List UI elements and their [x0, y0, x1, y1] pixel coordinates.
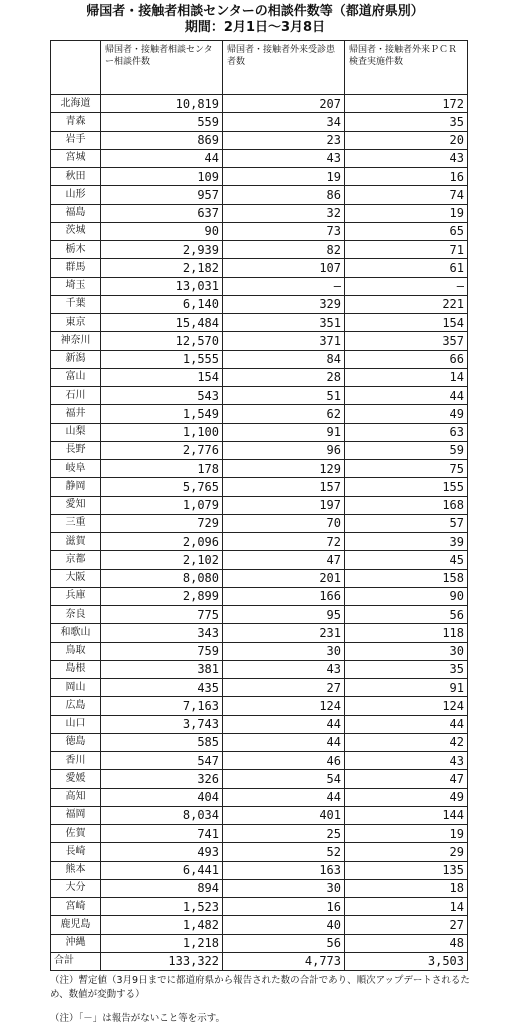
table-row: [51, 697, 468, 715]
outpatients-cell: 401: [223, 806, 345, 824]
pcr-tests-cell: 48: [345, 934, 468, 952]
pcr-tests-cell: ―: [345, 277, 468, 295]
consultations-cell: 2,182: [101, 259, 223, 277]
prefecture-cell: 奈良: [51, 606, 101, 624]
prefecture-cell: 鹿児島: [51, 916, 101, 934]
table-row: [51, 752, 468, 770]
table-row: [51, 460, 468, 478]
pcr-tests-cell: 18: [345, 879, 468, 897]
prefecture-cell: 広島: [51, 697, 101, 715]
prefecture-cell: 宮城: [51, 149, 101, 167]
table-row: [51, 478, 468, 496]
table-row: [51, 277, 468, 295]
outpatients-cell: 34: [223, 113, 345, 131]
consultations-cell: 7,163: [101, 697, 223, 715]
table-row: [51, 934, 468, 952]
outpatients-cell: 44: [223, 733, 345, 751]
prefecture-cell: 兵庫: [51, 587, 101, 605]
header-pcr-tests: 帰国者・接触者外来ＰＣＲ検査実施件数: [345, 41, 468, 95]
prefecture-cell: 京都: [51, 551, 101, 569]
outpatients-cell: 82: [223, 241, 345, 259]
table-row: [51, 660, 468, 678]
consultations-cell: 1,079: [101, 496, 223, 514]
table-row: [51, 131, 468, 149]
consultations-cell: 1,100: [101, 423, 223, 441]
consultations-cell: 2,776: [101, 441, 223, 459]
consultations-cell: 381: [101, 660, 223, 678]
table-row: [51, 624, 468, 642]
pcr-tests-cell: 357: [345, 332, 468, 350]
pcr-tests-cell: 35: [345, 113, 468, 131]
consultations-cell: 15,484: [101, 314, 223, 332]
pcr-tests-cell: 71: [345, 241, 468, 259]
outpatients-cell: 107: [223, 259, 345, 277]
prefecture-cell: 高知: [51, 788, 101, 806]
outpatients-cell: 129: [223, 460, 345, 478]
outpatients-cell: 207: [223, 95, 345, 113]
document-title: 帰国者・接触者相談センターの相談件数等（都道府県別）: [86, 4, 424, 19]
outpatients-cell: 28: [223, 368, 345, 386]
consultations-cell: 435: [101, 679, 223, 697]
consultations-cell: 12,570: [101, 332, 223, 350]
notes: [50, 974, 470, 1026]
consultations-cell: 8,034: [101, 806, 223, 824]
pcr-tests-cell: 144: [345, 806, 468, 824]
consultations-cell: 343: [101, 624, 223, 642]
outpatients-cell: 91: [223, 423, 345, 441]
consultation-table: [50, 40, 468, 971]
pcr-tests-cell: 61: [345, 259, 468, 277]
consultations-cell: 90: [101, 222, 223, 240]
consultations-cell: 559: [101, 113, 223, 131]
prefecture-cell: 岩手: [51, 131, 101, 149]
total-row: [51, 952, 468, 970]
table-row: [51, 259, 468, 277]
outpatients-cell: ―: [223, 277, 345, 295]
consultations-cell: 759: [101, 642, 223, 660]
pcr-tests-cell: 27: [345, 916, 468, 934]
prefecture-cell: 福井: [51, 405, 101, 423]
pcr-tests-cell: 158: [345, 569, 468, 587]
prefecture-cell: 大分: [51, 879, 101, 897]
pcr-tests-cell: 75: [345, 460, 468, 478]
table-row: [51, 368, 468, 386]
consultations-cell: 5,765: [101, 478, 223, 496]
consultations-cell: 729: [101, 514, 223, 532]
consultations-cell: 775: [101, 606, 223, 624]
outpatients-cell: 54: [223, 770, 345, 788]
consultations-cell: 404: [101, 788, 223, 806]
outpatients-cell: 124: [223, 697, 345, 715]
table-row: [51, 715, 468, 733]
prefecture-cell: 鳥取: [51, 642, 101, 660]
prefecture-cell: 長崎: [51, 843, 101, 861]
outpatients-cell: 30: [223, 642, 345, 660]
consultations-cell: 1,549: [101, 405, 223, 423]
table-row: [51, 496, 468, 514]
consultations-cell: 547: [101, 752, 223, 770]
outpatients-cell: 43: [223, 149, 345, 167]
consultations-cell: 1,482: [101, 916, 223, 934]
pcr-tests-cell: 29: [345, 843, 468, 861]
outpatients-cell: 329: [223, 295, 345, 313]
outpatients-cell: 84: [223, 350, 345, 368]
pcr-tests-cell: 135: [345, 861, 468, 879]
header-prefecture: [51, 41, 101, 95]
table-row: [51, 113, 468, 131]
pcr-tests-cell: 65: [345, 222, 468, 240]
note-dash: （注）「－」は報告がないこと等を示す。: [50, 1013, 225, 1024]
table-body: [51, 95, 468, 953]
pcr-tests-cell: 49: [345, 405, 468, 423]
total-consultations: 133,322: [101, 952, 223, 970]
table-row: [51, 186, 468, 204]
pcr-tests-cell: 43: [345, 149, 468, 167]
consultations-cell: 326: [101, 770, 223, 788]
consultations-cell: 3,743: [101, 715, 223, 733]
consultations-cell: 493: [101, 843, 223, 861]
outpatients-cell: 27: [223, 679, 345, 697]
note-provisional: （注）暫定値（3月9日までに都道府県から報告された数の合計であり、順次アップデートされるため、数値が変動する）: [50, 975, 470, 1000]
consultations-cell: 957: [101, 186, 223, 204]
prefecture-cell: 島根: [51, 660, 101, 678]
prefecture-cell: 福島: [51, 204, 101, 222]
outpatients-cell: 70: [223, 514, 345, 532]
pcr-tests-cell: 19: [345, 204, 468, 222]
prefecture-cell: 山梨: [51, 423, 101, 441]
outpatients-cell: 351: [223, 314, 345, 332]
table-row: [51, 879, 468, 897]
consultations-cell: 2,939: [101, 241, 223, 259]
consultations-cell: 6,140: [101, 295, 223, 313]
prefecture-cell: 茨城: [51, 222, 101, 240]
outpatients-cell: 56: [223, 934, 345, 952]
table-row: [51, 569, 468, 587]
prefecture-cell: 富山: [51, 368, 101, 386]
table-row: [51, 679, 468, 697]
pcr-tests-cell: 35: [345, 660, 468, 678]
outpatients-cell: 51: [223, 387, 345, 405]
pcr-tests-cell: 49: [345, 788, 468, 806]
consultations-cell: 44: [101, 149, 223, 167]
table-row: [51, 222, 468, 240]
outpatients-cell: 25: [223, 825, 345, 843]
prefecture-cell: 佐賀: [51, 825, 101, 843]
prefecture-cell: 千葉: [51, 295, 101, 313]
outpatients-cell: 73: [223, 222, 345, 240]
pcr-tests-cell: 14: [345, 368, 468, 386]
consultations-cell: 741: [101, 825, 223, 843]
prefecture-cell: 滋賀: [51, 533, 101, 551]
consultations-cell: 6,441: [101, 861, 223, 879]
table-row: [51, 733, 468, 751]
prefecture-cell: 岡山: [51, 679, 101, 697]
consultations-cell: 2,899: [101, 587, 223, 605]
prefecture-cell: 東京: [51, 314, 101, 332]
prefecture-cell: 石川: [51, 387, 101, 405]
table-row: [51, 861, 468, 879]
consultations-cell: 2,096: [101, 533, 223, 551]
table-row: [51, 387, 468, 405]
table-row: [51, 423, 468, 441]
prefecture-cell: 三重: [51, 514, 101, 532]
pcr-tests-cell: 19: [345, 825, 468, 843]
consultations-cell: 109: [101, 168, 223, 186]
table-row: [51, 533, 468, 551]
prefecture-cell: 岐阜: [51, 460, 101, 478]
outpatients-cell: 23: [223, 131, 345, 149]
outpatients-cell: 47: [223, 551, 345, 569]
prefecture-cell: 福岡: [51, 806, 101, 824]
pcr-tests-cell: 39: [345, 533, 468, 551]
table-row: [51, 551, 468, 569]
pcr-tests-cell: 16: [345, 168, 468, 186]
table-row: [51, 825, 468, 843]
consultations-cell: 2,102: [101, 551, 223, 569]
pcr-tests-cell: 154: [345, 314, 468, 332]
outpatients-cell: 166: [223, 587, 345, 605]
table-row: [51, 95, 468, 113]
table-row: [51, 405, 468, 423]
table-header-row: [51, 41, 468, 95]
pcr-tests-cell: 66: [345, 350, 468, 368]
pcr-tests-cell: 44: [345, 715, 468, 733]
pcr-tests-cell: 155: [345, 478, 468, 496]
outpatients-cell: 44: [223, 715, 345, 733]
table-row: [51, 241, 468, 259]
total-pcr-tests: 3,503: [345, 952, 468, 970]
pcr-tests-cell: 59: [345, 441, 468, 459]
table-row: [51, 587, 468, 605]
consultations-cell: 178: [101, 460, 223, 478]
table-row: [51, 149, 468, 167]
prefecture-cell: 沖縄: [51, 934, 101, 952]
outpatients-cell: 72: [223, 533, 345, 551]
outpatients-cell: 19: [223, 168, 345, 186]
consultations-cell: 637: [101, 204, 223, 222]
table-row: [51, 806, 468, 824]
pcr-tests-cell: 56: [345, 606, 468, 624]
outpatients-cell: 43: [223, 660, 345, 678]
consultations-cell: 1,218: [101, 934, 223, 952]
period-label: 期間：2月1日～3月8日: [184, 20, 326, 35]
table-row: [51, 843, 468, 861]
prefecture-cell: 山形: [51, 186, 101, 204]
pcr-tests-cell: 90: [345, 587, 468, 605]
prefecture-cell: 新潟: [51, 350, 101, 368]
outpatients-cell: 46: [223, 752, 345, 770]
table-row: [51, 314, 468, 332]
pcr-tests-cell: 124: [345, 697, 468, 715]
pcr-tests-cell: 43: [345, 752, 468, 770]
outpatients-cell: 157: [223, 478, 345, 496]
table-row: [51, 204, 468, 222]
prefecture-cell: 山口: [51, 715, 101, 733]
prefecture-cell: 愛知: [51, 496, 101, 514]
total-outpatients: 4,773: [223, 952, 345, 970]
pcr-tests-cell: 20: [345, 131, 468, 149]
pcr-tests-cell: 57: [345, 514, 468, 532]
consultations-cell: 869: [101, 131, 223, 149]
prefecture-cell: 栃木: [51, 241, 101, 259]
prefecture-cell: 群馬: [51, 259, 101, 277]
consultations-cell: 8,080: [101, 569, 223, 587]
table-row: [51, 441, 468, 459]
outpatients-cell: 86: [223, 186, 345, 204]
outpatients-cell: 62: [223, 405, 345, 423]
prefecture-cell: 宮崎: [51, 898, 101, 916]
outpatients-cell: 371: [223, 332, 345, 350]
prefecture-cell: 青森: [51, 113, 101, 131]
table-row: [51, 916, 468, 934]
prefecture-cell: 熊本: [51, 861, 101, 879]
pcr-tests-cell: 44: [345, 387, 468, 405]
prefecture-cell: 秋田: [51, 168, 101, 186]
prefecture-cell: 神奈川: [51, 332, 101, 350]
total-label: 合計: [51, 952, 101, 970]
pcr-tests-cell: 172: [345, 95, 468, 113]
outpatients-cell: 40: [223, 916, 345, 934]
outpatients-cell: 96: [223, 441, 345, 459]
prefecture-cell: 大阪: [51, 569, 101, 587]
table-row: [51, 642, 468, 660]
consultations-cell: 10,819: [101, 95, 223, 113]
pcr-tests-cell: 91: [345, 679, 468, 697]
prefecture-cell: 香川: [51, 752, 101, 770]
pcr-tests-cell: 14: [345, 898, 468, 916]
outpatients-cell: 32: [223, 204, 345, 222]
outpatients-cell: 163: [223, 861, 345, 879]
outpatients-cell: 95: [223, 606, 345, 624]
consultations-cell: 543: [101, 387, 223, 405]
consultations-cell: 1,555: [101, 350, 223, 368]
table-row: [51, 514, 468, 532]
pcr-tests-cell: 221: [345, 295, 468, 313]
pcr-tests-cell: 118: [345, 624, 468, 642]
outpatients-cell: 30: [223, 879, 345, 897]
table-row: [51, 788, 468, 806]
table-row: [51, 350, 468, 368]
prefecture-cell: 北海道: [51, 95, 101, 113]
pcr-tests-cell: 30: [345, 642, 468, 660]
outpatients-cell: 231: [223, 624, 345, 642]
prefecture-cell: 和歌山: [51, 624, 101, 642]
outpatients-cell: 16: [223, 898, 345, 916]
pcr-tests-cell: 47: [345, 770, 468, 788]
outpatients-cell: 52: [223, 843, 345, 861]
outpatients-cell: 197: [223, 496, 345, 514]
table-row: [51, 898, 468, 916]
pcr-tests-cell: 45: [345, 551, 468, 569]
pcr-tests-cell: 74: [345, 186, 468, 204]
prefecture-cell: 埼玉: [51, 277, 101, 295]
pcr-tests-cell: 42: [345, 733, 468, 751]
pcr-tests-cell: 63: [345, 423, 468, 441]
consultations-cell: 1,523: [101, 898, 223, 916]
consultations-cell: 13,031: [101, 277, 223, 295]
header-consultations: 帰国者・接触者相談センター相談件数: [101, 41, 223, 95]
outpatients-cell: 201: [223, 569, 345, 587]
consultations-cell: 154: [101, 368, 223, 386]
table-row: [51, 606, 468, 624]
table-row: [51, 770, 468, 788]
table-row: [51, 295, 468, 313]
prefecture-cell: 徳島: [51, 733, 101, 751]
table-row: [51, 168, 468, 186]
consultations-cell: 585: [101, 733, 223, 751]
header-outpatients: 帰国者・接触者外来受診患者数: [223, 41, 345, 95]
pcr-tests-cell: 168: [345, 496, 468, 514]
table-row: [51, 332, 468, 350]
consultations-cell: 894: [101, 879, 223, 897]
outpatients-cell: 44: [223, 788, 345, 806]
prefecture-cell: 愛媛: [51, 770, 101, 788]
prefecture-cell: 長野: [51, 441, 101, 459]
prefecture-cell: 静岡: [51, 478, 101, 496]
